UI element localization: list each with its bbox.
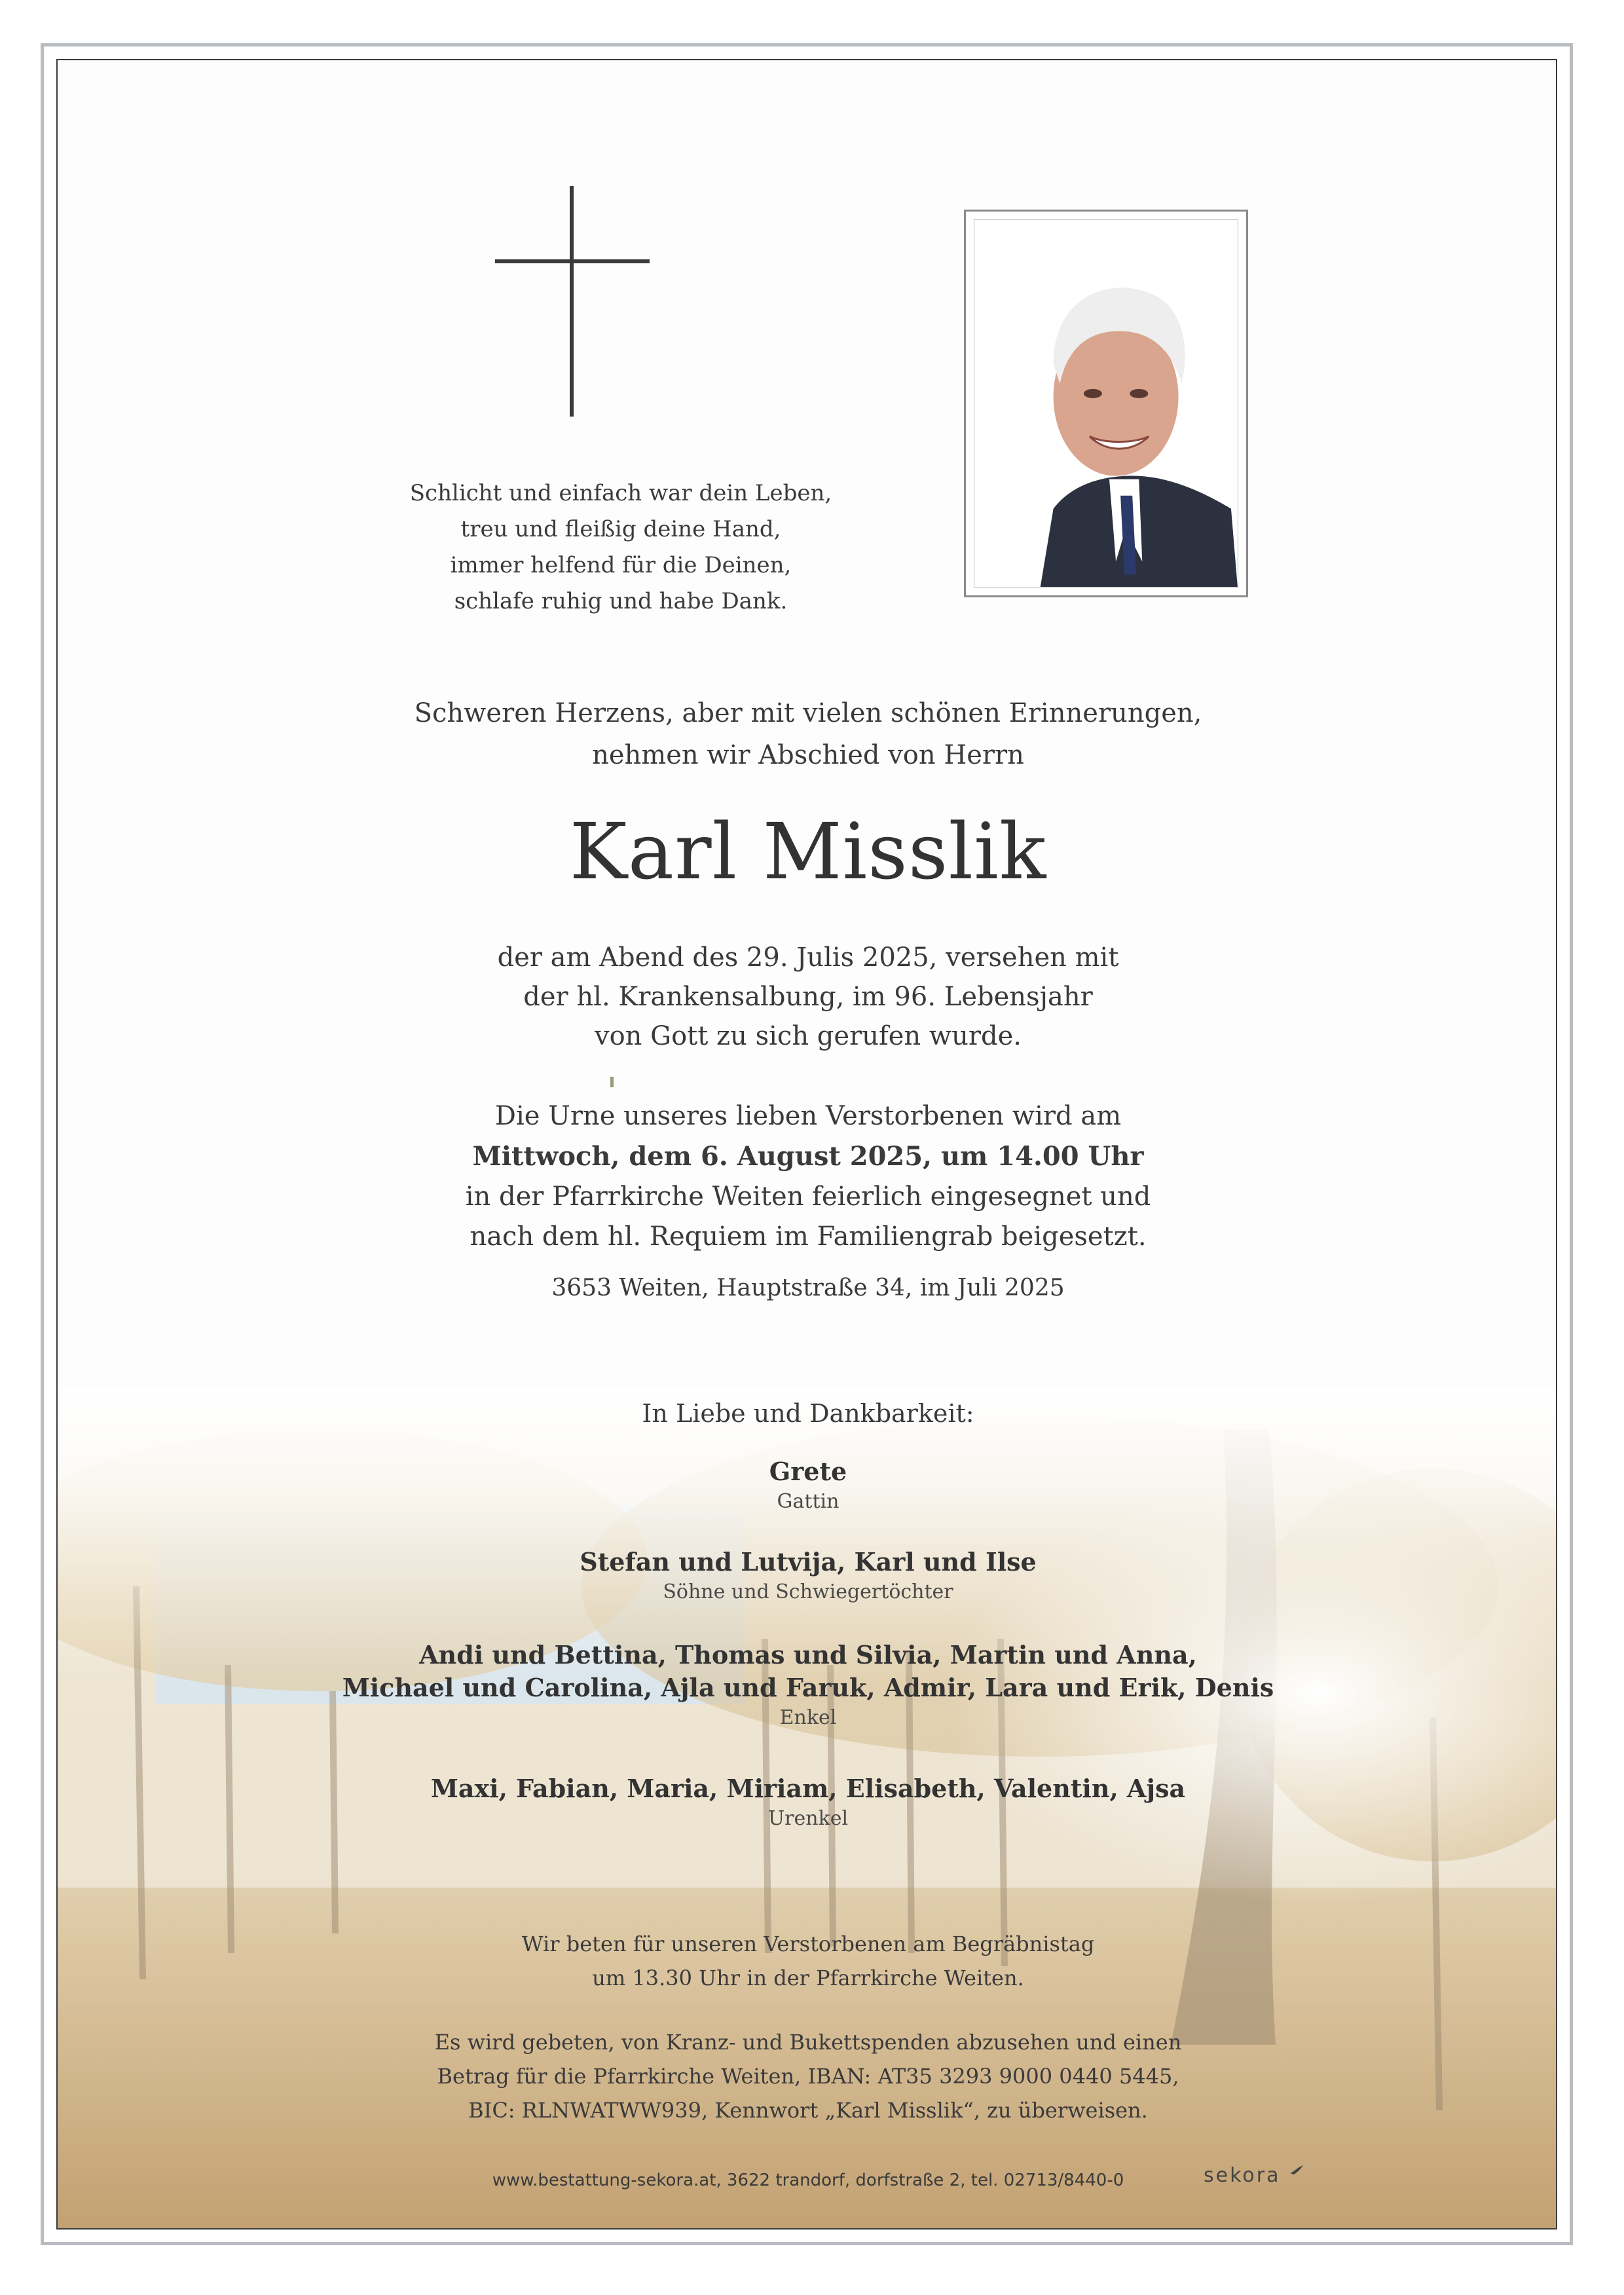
prayer-line: um 13.30 Uhr in der Pfarrkirche Weiten. [592, 1966, 1024, 1990]
funeral-line: Die Urne unseres lieben Verstorbenen wird am [494, 1101, 1122, 1131]
portrait-photo [974, 220, 1238, 587]
death-line: der hl. Krankensalbung, im 96. Lebensjahr [523, 982, 1093, 1012]
funeral-notice [58, 1096, 1557, 1257]
donation-notice [58, 2025, 1557, 2127]
family-names: Andi und Bettina, Thomas und Silvia, Martin und Anna, [419, 1640, 1197, 1670]
donation-line: Betrag für die Pfarrkirche Weiten, IBAN: AT35 3293 9000 0440 5445, [437, 2064, 1179, 2089]
poem-line: Schlicht und einfach war dein Leben, [409, 480, 832, 506]
latin-cross-icon [495, 186, 650, 417]
family-group [58, 1455, 1557, 1516]
donation-line: BIC: RLNWATWW939, Kennwort „Karl Misslik“, zu überweisen. [468, 2098, 1148, 2123]
prayer-notice [58, 1927, 1557, 1995]
family-role: Söhne und Schwiegertöchter [663, 1580, 953, 1603]
funeral-line: in der Pfarrkirche Weiten feierlich eingesegnet und [465, 1182, 1151, 1212]
family-role: Enkel [779, 1706, 837, 1729]
family-names: Stefan und Lutvija, Karl und Ilse [580, 1547, 1037, 1577]
family-names: Grete [769, 1457, 847, 1486]
death-line: der am Abend des 29. Julis 2025, versehen mit [497, 942, 1119, 973]
family-group [58, 1639, 1557, 1732]
family-names: Michael und Carolina, Ajla und Faruk, Admir, Lara und Erik, Denis [342, 1673, 1274, 1702]
poem-line: schlafe ruhig und habe Dank. [454, 588, 788, 614]
funeral-date: Mittwoch, dem 6. August 2025, um 14.00 Uhr [472, 1141, 1144, 1172]
portrait-frame [964, 210, 1248, 597]
funeral-home-logo [1204, 2164, 1304, 2187]
family-group [58, 1772, 1557, 1833]
intro-text [58, 692, 1557, 776]
deceased-name: Karl Misslik [569, 806, 1047, 897]
family-role: Gattin [777, 1490, 840, 1513]
family-names: Maxi, Fabian, Maria, Miriam, Elisabeth, Valentin, Ajsa [430, 1774, 1186, 1803]
intro-line: Schweren Herzens, aber mit vielen schönen Erinnerungen, [414, 698, 1202, 728]
bird-icon [1289, 2164, 1304, 2177]
intro-line: nehmen wir Abschied von Herrn [592, 740, 1024, 770]
logo-text: sekora [1204, 2164, 1281, 2187]
funeral-line: nach dem hl. Requiem im Familiengrab beigesetzt. [470, 1222, 1147, 1252]
gratitude-heading: In Liebe und Dankbarkeit: [642, 1399, 974, 1428]
place-date: 3653 Weiten, Hauptstraße 34, im Juli 2025 [551, 1275, 1065, 1301]
family-role: Urenkel [767, 1807, 849, 1830]
family-group [58, 1546, 1557, 1606]
death-notice [58, 938, 1557, 1056]
obituary-card [56, 59, 1557, 2230]
poem [333, 476, 909, 620]
donation-line: Es wird gebeten, von Kranz- und Bukettspenden abzusehen und einen [434, 2030, 1182, 2055]
stray-mark [610, 1077, 614, 1087]
poem-line: treu und fleißig deine Hand, [460, 516, 781, 542]
poem-line: immer helfend für die Deinen, [450, 552, 792, 578]
death-line: von Gott zu sich gerufen wurde. [594, 1021, 1022, 1051]
funeral-home-footer: www.bestattung-sekora.at, 3622 trandorf, dorfstraße 2, tel. 02713/8440-0 [492, 2171, 1124, 2190]
prayer-line: Wir beten für unseren Verstorbenen am Begräbnistag [521, 1931, 1095, 1956]
